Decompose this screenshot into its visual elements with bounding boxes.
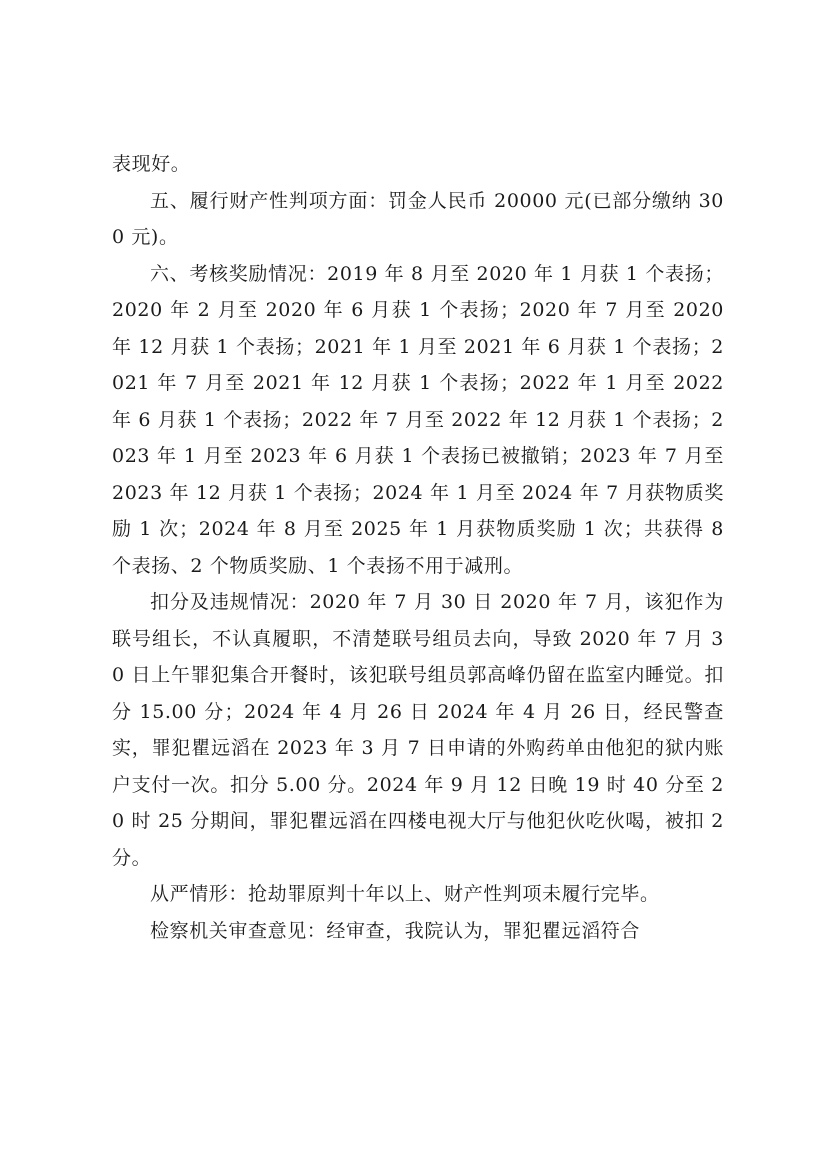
paragraph-strict-circumstances: 从严情形：抢劫罪原判十年以上、财产性判项未履行完毕。: [150, 883, 660, 905]
paragraph-procuratorate-opinion: 检察机关审查意见：经审查，我院认为，罪犯瞿远滔符合: [150, 919, 641, 942]
paragraph-continuation: 表现好。: [112, 153, 191, 175]
paragraph-deductions: 扣分及违规情况：2020 年 7 月 30 日 2020 年 7 月，该犯作为联号组长，不认真履职，不清楚联号组员去向，导致 2020 年 7 月 30 日上午罪犯集合开餐时，该犯联号组员郭高峰仍留在监室内睡觉。扣分 15.00 分；2024 年 4 月 26 日 2024 年 4 月 26 日，经民警查实，罪犯瞿远滔在 2023 年 3 月 7 日申请的外购药单由他犯的狱内账户支付一次。扣分 5.00 分。2024 年 9 月 12 日晚 19 时 40 分至 20 时 25 分期间，罪犯瞿远滔在四楼电视大厅与他犯伙吃伙喝，被扣 2 分。: [112, 591, 724, 869]
paragraph-rewards: 六、考核奖励情况：2019 年 8 月至 2020 年 1 月获 1 个表扬；2020 年 2 月至 2020 年 6 月获 1 个表扬；2020 年 7 月至 2020 年 12 月获 1 个表扬；2021 年 1 月至 2021 年 6 月获 1 个表扬；2021 年 7 月至 2021 年 12 月获 1 个表扬；2022 年 1 月至 2022 年 6 月获 1 个表扬；2022 年 7 月至 2022 年 12 月获 1 个表扬；2023 年 1 月至 2023 年 6 月获 1 个表扬已被撤销；2023 年 7 月至 2023 年 12 月获 1 个表扬；2024 年 1 月至 2024 年 7 月获物质奖励 1 次；2024 年 8 月至 2025 年 1 月获物质奖励 1 次；共获得 8 个表扬、2 个物质奖励、1 个表扬不用于减刑。: [112, 262, 724, 577]
document-body: [112, 146, 724, 949]
paragraph-property-judgment: 五、履行财产性判项方面：罚金人民币 20000 元(已部分缴纳 300 元)。: [112, 189, 724, 248]
